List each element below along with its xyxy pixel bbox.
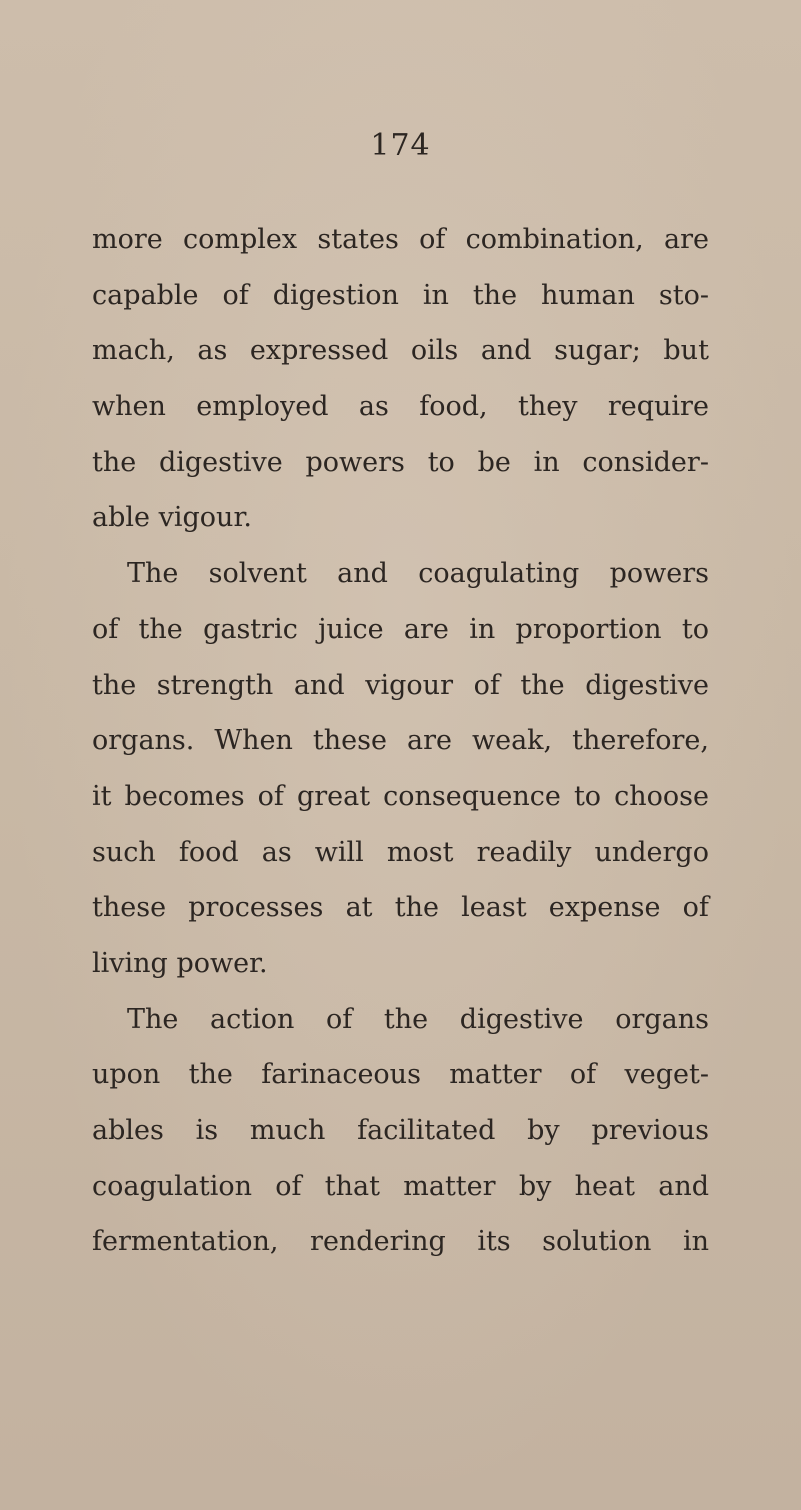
word: matter: [403, 1170, 496, 1202]
word: of: [419, 224, 446, 255]
word: the: [394, 892, 439, 924]
word: previous: [591, 1115, 709, 1146]
text-line: [92, 992, 709, 1048]
word: organs: [615, 1003, 709, 1035]
word: as: [197, 335, 228, 367]
word: undergo: [594, 836, 709, 868]
word: and: [658, 1170, 709, 1202]
word: in: [469, 613, 496, 645]
word: strength: [156, 669, 274, 701]
text-line: [92, 713, 709, 769]
body-text: [92, 212, 709, 1270]
word: consequence: [383, 780, 561, 812]
word: least: [461, 892, 527, 924]
text-line: [92, 1159, 709, 1215]
word: expense: [548, 892, 661, 924]
word: When: [214, 725, 293, 757]
word: of: [326, 1003, 353, 1035]
word: as: [261, 836, 292, 868]
word: such: [92, 836, 156, 868]
word: coagulation: [92, 1170, 253, 1202]
word: be: [477, 446, 511, 478]
text-line: [92, 1103, 709, 1159]
word: digestive: [585, 669, 709, 701]
text-line: [92, 1214, 709, 1270]
word: much: [249, 1115, 326, 1146]
word: and: [480, 335, 532, 367]
word: digestive: [459, 1003, 584, 1035]
word: living: [92, 947, 168, 979]
word: that: [324, 1170, 380, 1202]
word: proportion: [515, 613, 662, 645]
word: powers: [609, 558, 709, 590]
word: great: [296, 780, 371, 812]
word: mach,: [92, 335, 175, 367]
word: employed: [196, 391, 329, 423]
word: by: [527, 1115, 560, 1146]
word: rendering: [310, 1226, 446, 1258]
word: of: [569, 1059, 597, 1091]
word: complex: [183, 224, 298, 255]
word: weak,: [472, 725, 553, 757]
word: of: [92, 613, 119, 645]
word: are: [407, 725, 452, 757]
word: but: [663, 335, 709, 367]
word: they: [517, 391, 578, 423]
word: in: [533, 446, 560, 478]
text-line: [92, 602, 709, 658]
word: vigour: [365, 669, 453, 701]
word: at: [345, 892, 373, 924]
word: in: [682, 1226, 709, 1258]
word: the: [188, 1059, 233, 1091]
word: it: [92, 780, 112, 812]
word: becomes: [124, 780, 245, 812]
word: food: [178, 836, 239, 868]
word: farinaceous: [261, 1059, 421, 1091]
text-line: [92, 936, 709, 992]
word: of: [222, 279, 249, 311]
word: of: [473, 669, 500, 701]
text-line: [92, 323, 709, 379]
word: the: [92, 446, 137, 478]
word: choose: [614, 780, 709, 812]
word: are: [403, 613, 449, 645]
text-line: [92, 490, 709, 546]
word: therefore,: [572, 725, 709, 757]
text-line: [92, 825, 709, 881]
word: juice: [318, 613, 384, 645]
word: upon: [92, 1059, 161, 1091]
word: are: [663, 224, 709, 255]
text-line: [92, 658, 709, 714]
text-line: [92, 880, 709, 936]
word: by: [518, 1170, 552, 1202]
text-line: [92, 769, 709, 825]
word: action: [210, 1003, 295, 1035]
word: and: [293, 669, 345, 701]
word: coagulating: [418, 558, 580, 590]
word: the: [383, 1003, 429, 1035]
word: matter: [449, 1059, 542, 1091]
word: The: [127, 1003, 179, 1035]
word: to: [681, 613, 709, 645]
page-number: 174: [370, 128, 431, 163]
word: of: [257, 780, 284, 812]
word: the: [138, 613, 183, 645]
word: the: [520, 669, 565, 701]
word: The: [127, 558, 179, 590]
word: the: [92, 669, 137, 701]
word: able: [92, 502, 150, 534]
word: require: [607, 391, 709, 423]
word: combination,: [465, 224, 644, 255]
word: food,: [419, 391, 488, 423]
word: consider-: [582, 446, 709, 478]
word: sto-: [658, 279, 709, 311]
word: readily: [476, 836, 572, 868]
word: and: [337, 558, 388, 590]
word: vigour.: [158, 502, 252, 534]
word: sugar;: [554, 335, 641, 367]
text-line: [92, 435, 709, 491]
word: human: [541, 279, 635, 311]
word: processes: [188, 892, 324, 924]
word: these: [312, 725, 387, 757]
text-line: [92, 546, 709, 602]
word: ables: [92, 1115, 164, 1146]
word: capable: [92, 279, 199, 311]
word: more: [92, 224, 163, 255]
word: powers: [305, 446, 405, 478]
word: heat: [574, 1170, 635, 1202]
text-line: [92, 379, 709, 435]
word: will: [314, 836, 364, 868]
word: in: [422, 279, 449, 311]
word: digestive: [158, 446, 283, 478]
word: power.: [176, 947, 268, 979]
word: oils: [410, 335, 459, 367]
word: facilitated: [357, 1115, 496, 1146]
word: most: [386, 836, 454, 868]
word: as: [358, 391, 389, 423]
word: these: [92, 892, 167, 924]
word: of: [682, 892, 709, 924]
text-line: [92, 268, 709, 324]
word: its: [477, 1226, 511, 1258]
word: solvent: [208, 558, 307, 590]
word: fermentation,: [92, 1226, 279, 1258]
word: when: [92, 391, 166, 423]
word: solution: [542, 1226, 652, 1258]
word: expressed: [249, 335, 389, 367]
word: organs.: [92, 725, 195, 757]
word: digestion: [272, 279, 399, 311]
word: veget-: [624, 1059, 709, 1091]
word: is: [195, 1115, 219, 1146]
word: the: [472, 279, 518, 311]
word: to: [573, 780, 602, 812]
text-line: [92, 1047, 709, 1103]
word: to: [427, 446, 455, 478]
text-line: [92, 212, 709, 268]
word: states: [317, 224, 399, 255]
word: of: [275, 1170, 302, 1202]
word: gastric: [203, 613, 298, 645]
